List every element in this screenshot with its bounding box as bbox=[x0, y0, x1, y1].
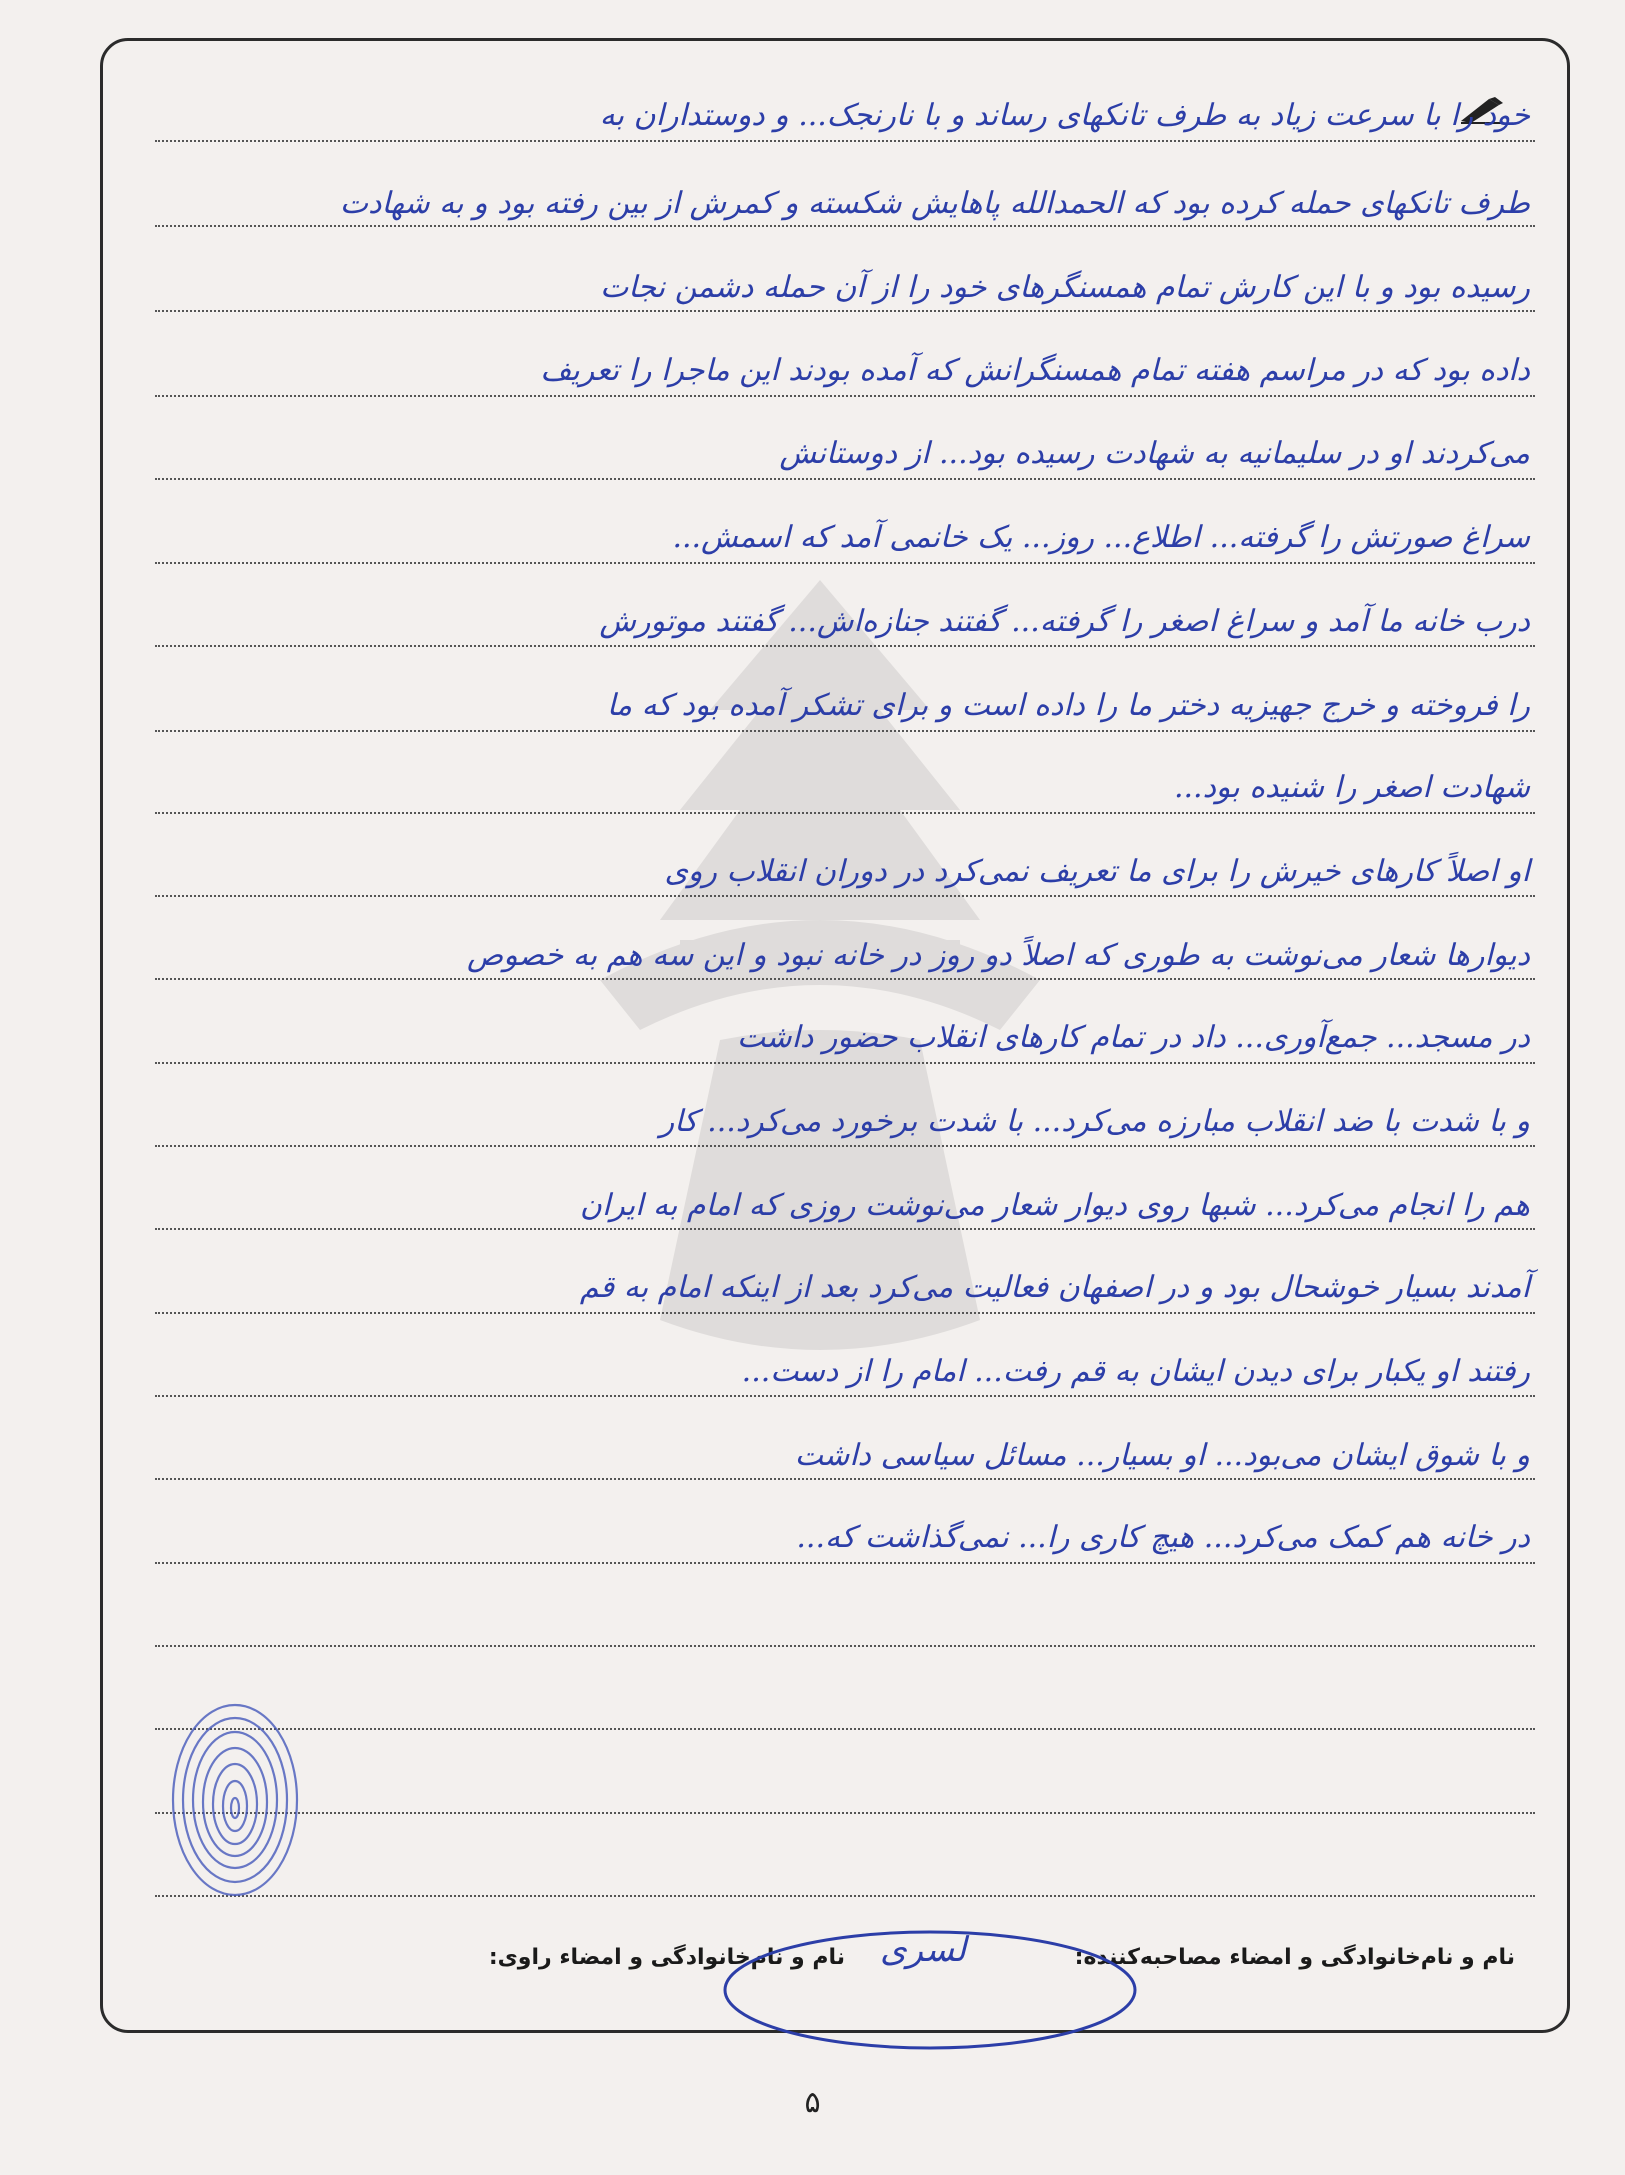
handwritten-line: او اصلاً کارهای خیرش را برای ما تعریف نمی‌کرد در دوران انقلاب روی bbox=[664, 854, 1530, 889]
narrator-signature-label: نام و نام‌خانوادگی و امضاء راوی: bbox=[488, 1945, 845, 1970]
ruled-line bbox=[155, 1812, 1535, 1814]
interviewer-signature-label: نام و نام‌خانوادگی و امضاء مصاحبه‌کننده: bbox=[1074, 1945, 1515, 1970]
handwritten-line: دیوارها شعار می‌نوشت به طوری که اصلاً دو روز در خانه نبود و این سه هم به خصوص bbox=[466, 938, 1530, 973]
ruled-line bbox=[155, 1895, 1535, 1897]
handwritten-line: سراغ صورتش را گرفته... اطلاع... روز... یک خانمی آمد که اسمش... bbox=[672, 520, 1530, 555]
handwritten-line: طرف تانکهای حمله کرده بود که الحمدالله پاهایش شکسته و کمرش از بین رفته بود و به شهادت bbox=[339, 186, 1530, 221]
handwritten-line: هم را انجام می‌کرد... شبها روی دیوار شعار می‌نوشت روزی که امام به ایران bbox=[579, 1188, 1530, 1223]
handwritten-line: در مسجد... جمع‌آوری... داد در تمام کارهای انقلاب حضور داشت bbox=[737, 1020, 1530, 1055]
handwritten-line: درب خانه ما آمد و سراغ اصغر را گرفته... گفتند جنازه‌اش... گفتند موتورش bbox=[599, 604, 1530, 639]
ruled-line bbox=[155, 1645, 1535, 1647]
handwritten-line: رسیده بود و با این کارش تمام همسنگرهای خود را از آن حمله دشمن نجات bbox=[600, 270, 1530, 305]
handwritten-line: شهادت اصغر را شنیده بود... bbox=[1173, 770, 1530, 805]
handwritten-line: را فروخته و خرج جهیزیه دختر ما را داده است و برای تشکر آمده بود که ما bbox=[606, 688, 1530, 723]
handwritten-line: آمدند بسیار خوشحال بود و در اصفهان فعالیت می‌کرد بعد از اینکه امام به قم bbox=[579, 1270, 1530, 1305]
fingerprint-mark bbox=[160, 1690, 310, 1910]
handwritten-line: خود را با سرعت زیاد به طرف تانکهای رساند و با نارنجک... و دوستداران به bbox=[599, 98, 1530, 133]
handwritten-line: و با شوق ایشان می‌بود... او بسیار... مسائل سیاسی داشت bbox=[794, 1438, 1530, 1473]
handwritten-line: داده بود که در مراسم هفته تمام همسنگرانش که آمده بودند این ماجرا را تعریف bbox=[540, 353, 1530, 388]
interviewer-signature: لسری bbox=[880, 1930, 967, 1970]
handwritten-line: در خانه هم کمک می‌کرد... هیچ کاری را... نمی‌گذاشت که... bbox=[796, 1520, 1530, 1555]
page-number: ۵ bbox=[804, 2085, 821, 2120]
handwritten-line: می‌کردند او در سلیمانیه به شهادت رسیده بود... از دوستانش bbox=[779, 436, 1530, 471]
handwritten-line: رفتند او یکبار برای دیدن ایشان به قم رفت... امام را از دست... bbox=[741, 1354, 1530, 1389]
ruled-line bbox=[155, 1728, 1535, 1730]
handwritten-line: و با شدت با ضد انقلاب مبارزه می‌کرد... با شدت برخورد می‌کرد... کار bbox=[659, 1104, 1530, 1139]
